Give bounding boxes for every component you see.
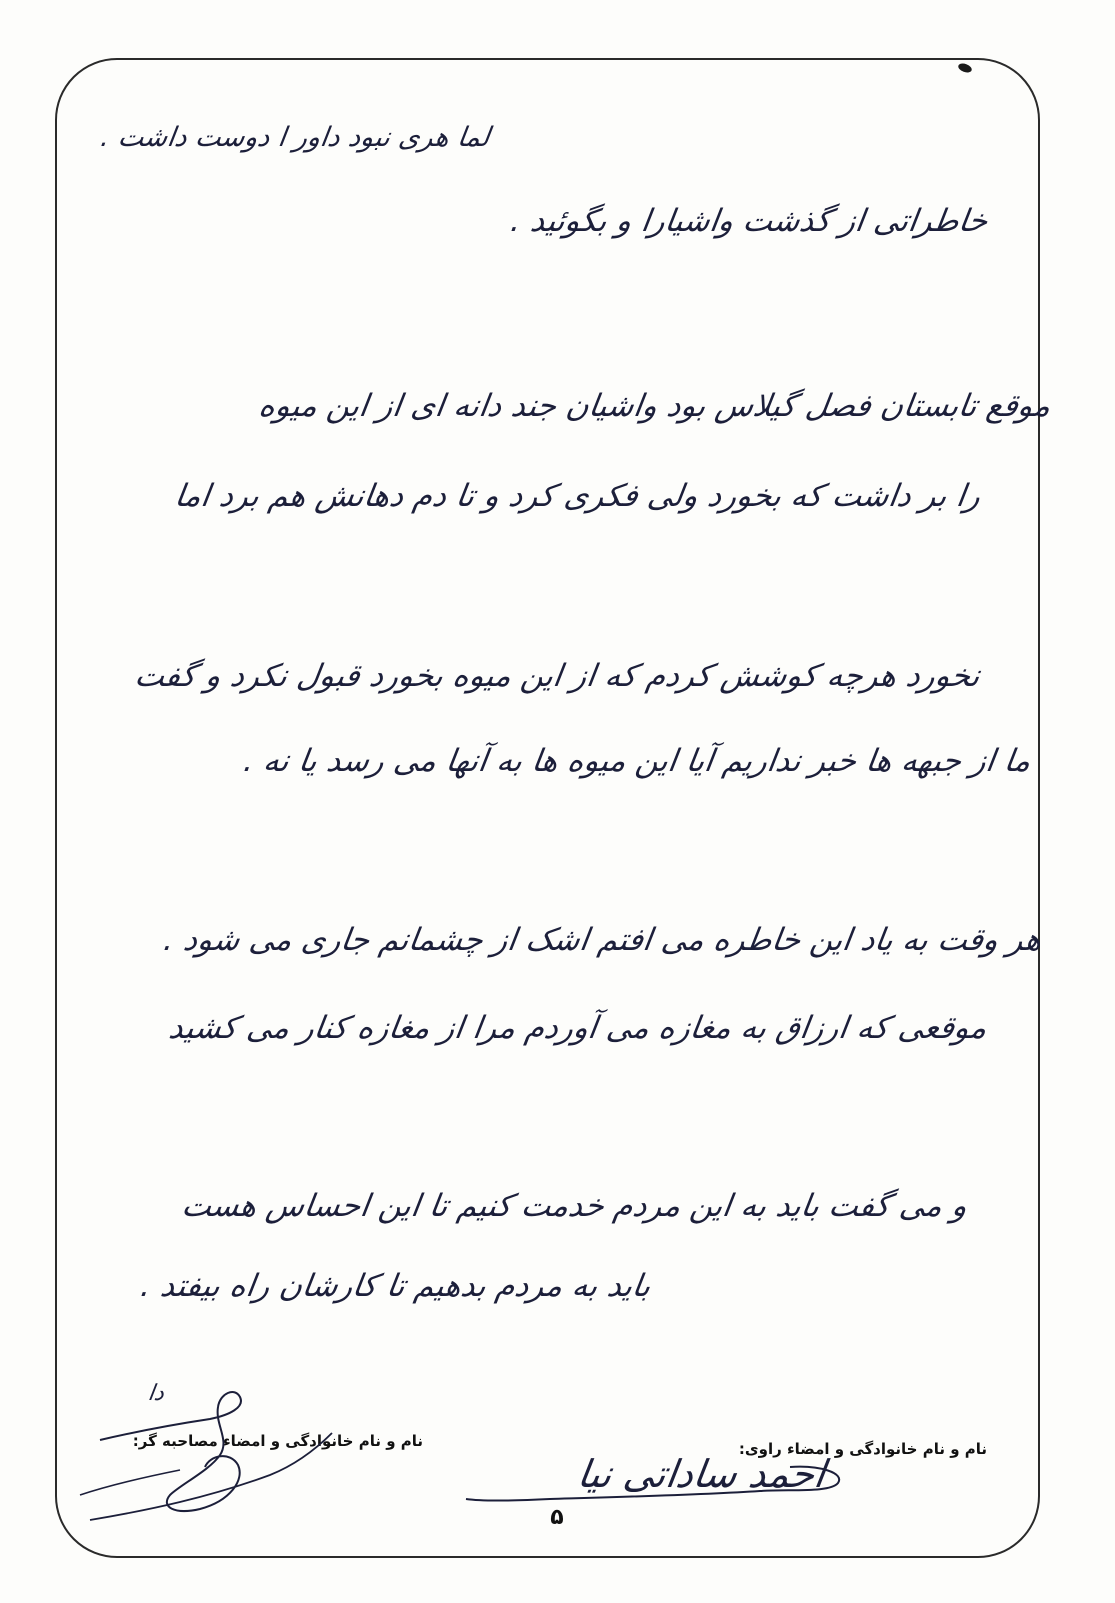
interviewer-initials: دا bbox=[146, 1381, 166, 1406]
text-line-8: موقعی که ارزاق به مغازه می آوردم مرا از مغازه کنار می کشید bbox=[166, 1010, 990, 1046]
text-line-5: نخورد هرچه کوشش کردم که از این میوه بخورد قبول نکرد و گفت bbox=[132, 658, 983, 694]
narrator-signature-label: نام و نام خانوادگی و امضاء راوی: bbox=[738, 1440, 987, 1458]
text-line-7: هر وقت به یاد این خاطره می افتم اشک از چشمانم جاری می شود . bbox=[161, 922, 1044, 958]
page-number: ۵ bbox=[550, 1505, 564, 1530]
text-line-4: را بر داشت که بخورد ولی فکری کرد و تا دم دهانش هم برد اما bbox=[172, 478, 983, 514]
narrator-signature-text: احمد ساداتی نیا bbox=[575, 1452, 829, 1496]
text-line-3: موقع تابستان فصل گیلاس بود واشیان جند دانه ای از این میوه bbox=[256, 388, 1053, 424]
text-line-10: باید به مردم بدهیم تا کارشان راه بیفتد . bbox=[138, 1268, 653, 1304]
text-line-9: و می گفت باید به این مردم خدمت کنیم تا این احساس هست bbox=[179, 1188, 970, 1224]
interviewer-signature-label: نام و نام خانوادگی و امضاء مصاحبه گر: bbox=[132, 1432, 423, 1450]
interviewer-signature bbox=[70, 1385, 340, 1530]
text-line-1: لما هری نبود داور ا دوست داشت . bbox=[99, 122, 493, 153]
text-line-2: خاطراتی از گذشت واشیارا و بگوئید . bbox=[508, 203, 990, 239]
text-line-6: ما از جبهه ها خبر نداریم آیا این میوه ها به آنها می رسد یا نه . bbox=[240, 743, 1033, 779]
page-border-frame bbox=[55, 58, 1040, 1558]
